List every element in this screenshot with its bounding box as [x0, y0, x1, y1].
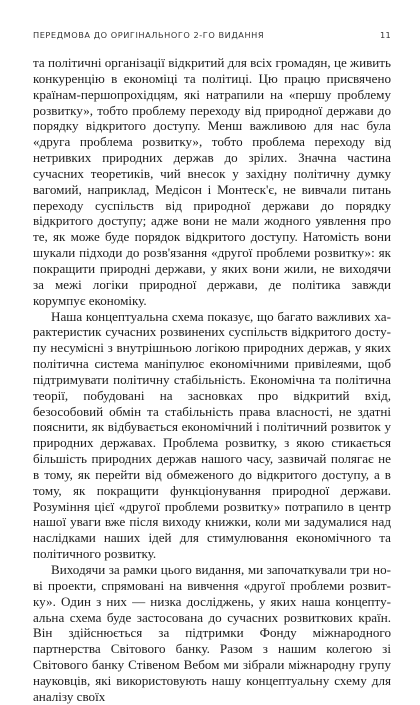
- paragraph-3: Виходячи за рамки цього видання, ми започаткували три нові проекти, спрямовані на вивчення «другої проблеми розвитку». Один з них — низка досліджень, у яких наша концептуальна схема буде застосована до сучасних розвиткових країн. Він здійснюється за підтримки Фонду міжнародного партнерства Світового банку. Разом з нашим колегою зі Світового банку Стівеном Вебом ми зібрали міжнародну групу науковців, які використовують нашу концептуальну схему для аналізу своїх: [33, 562, 391, 704]
- running-header: [33, 30, 391, 44]
- page-number: 11: [379, 30, 391, 40]
- paragraph-2: Наша концептуальна схема показує, що багато важливих характеристик сучасних розвинених суспільств відкритого доступу несумісні з внутрішньою логікою природних держав, у яких політична система маніпулює економічними привілеями, щоб підтримувати політичну стабільність. Економічна та політична теорії, побудовані на засновках про відкритий вхід, безособовий обмін та стабільність права власності, не здатні пояснити, як відбувається економічний і політичний розвиток у природних державах. Проблема розвитку, з якою стикається більшість природних держав нашого часу, зазвичай полягає не в тому, як перейти від обмеженого до відкритого доступу, а в тому, як покращити функціонування природної держави. Розуміння цієї «другої проблеми розвитку» потрапило в центр нашої уваги вже після виходу книжки, коли ми задумалися над наслідками наших ідей для стимулювання економічного та політичного розвитку.: [33, 308, 391, 562]
- body-text: [33, 55, 391, 705]
- paragraph-1: та політичні організації відкритий для всіх громадян, це живить конкуренцію в економіці та політиці. Цю працю присвячено країнам-першопрохідцям, які натрапили на «першу проблему розвитку», тобто проблему переходу від природної держави до порядку відкритого доступу. Менш важливою для нас була «друга проблема розвитку», тобто проблема переходу від нетривких природних держав до зрілих. Значна частина сучасних теоретиків, чий внесок у західну політичну думку вагомий, наприклад, Медісон і Монтеск'є, не вивчали питань переходу суспільств від природної держави до порядку відкритого доступу; адже вони не мали жодного уявлення про те, як може буде порядок відкритого доступу. Натомість вони шукали підходи до розв'язання «другої проблеми розвитку»: як покращити природні держави, у яких вони жили, не виходячи за межі логіки природної держави, де політика завжди корумпує економіку.: [33, 55, 391, 308]
- running-title: ПЕРЕДМОВА ДО ОРИГІНАЛЬНОГО 2-ГО ВИДАННЯ: [33, 30, 265, 40]
- book-page: [33, 0, 393, 704]
